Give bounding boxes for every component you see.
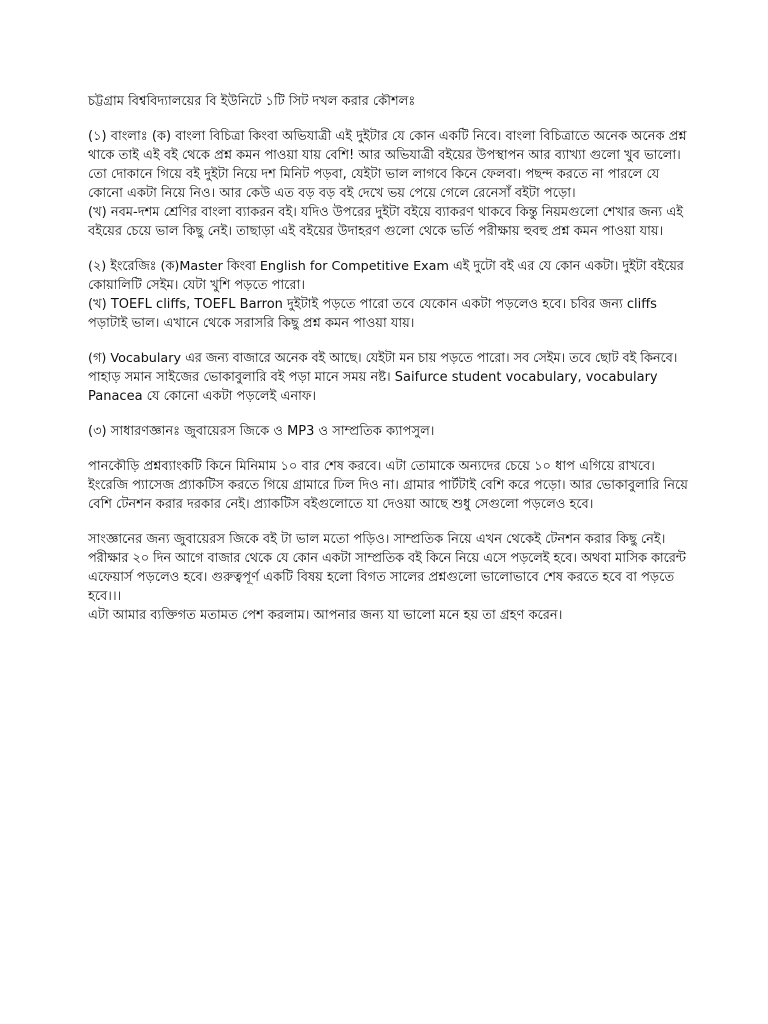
text-line: হবে।।।: [88, 589, 122, 604]
text-line: তো দোকানে গিয়ে বই দুইটা নিয়ে দশ মিনিট পড়বা, যেইটা ভাল লাগবে কিনে ফেলবা। পছন্দ করতে না পারলে যে: [88, 167, 660, 182]
text-line: এফেয়ার্স পড়লেও হবে। গুরুত্বপূর্ণ একটি বিষয় হলো বিগত সালের প্রশ্নগুলো ভালোভাবে শেষ করতে হবে বা পড়তে: [88, 570, 675, 585]
text-line: কোনো একটা নিয়ে নিও। আর কেউ এত বড় বড় বই দেখে ভয় পেয়ে গেলে রেনেসাঁ বইটা পড়ো।: [88, 186, 576, 201]
text-line: বেশি টেনশন করার দরকার নেই। প্র্যাকটিস বইগুলোতে যা দেওয়া আছে শুধু সেগুলো পড়লেও হবে।: [88, 497, 594, 512]
section-conclusion: [88, 530, 688, 625]
text-line: (গ) Vocabulary এর জন্য বাজারে অনেক বই আছে। যেইটা মন চায় পড়তে পারো। সব সেইম। তবে ছোট বই কিনবে।: [88, 351, 678, 366]
text-line: বইয়ের চেয়ে ভাল কিছু নেই। তাছাড়া এই বইয়ের উদাহরণ গুলো থেকে ভর্তি পরীক্ষায় হুবহু প্রশ্ন কমন পাওয়া যায়।: [88, 224, 664, 239]
text-line: Panacea যে কোনো একটা পড়লেই এনাফ।: [88, 389, 317, 404]
section-question-bank: [88, 457, 688, 514]
text-line: এটা আমার ব্যক্তিগত মতামত পেশ করলাম। আপনার জন্য যা ভালো মনে হয় তা গ্রহণ করেন।: [88, 608, 563, 623]
document-title: চট্টগ্রাম বিশ্ববিদ্যালয়ের বি ইউনিটে ১টি সিট দখল করার কৌশলঃ: [88, 94, 416, 109]
text-line: (খ) নবম-দশম শ্রেণির বাংলা ব্যাকরন বই। যদিও উপরের দুইটা বইয়ে ব্যাকরণ থাকবে কিন্তু নিয়মগুলো শেখার জন্য এই: [88, 205, 683, 220]
text-line: পড়াটাই ভাল। এখানে থেকে সরাসরি কিছু প্রশ্ন কমন পাওয়া যায়।: [88, 316, 415, 331]
text-line: (৩) সাধারণজ্ঞানঃ জুবায়েরস জিকে ও MP3 ও সাম্প্রতিক ক্যাপসুল।: [88, 424, 435, 439]
paragraph-gap: [88, 111, 688, 127]
section-vocabulary: [88, 349, 688, 406]
section-bangla: [88, 127, 688, 241]
text-line: পরীক্ষার ২০ দিন আগে বাজার থেকে যে কোন একটা সাম্প্রতিক বই কিনে নিয়ে এসে পড়লেই হবে। অথবা মাসিক কারেন্ট: [88, 551, 686, 566]
section-english: [88, 257, 688, 333]
text-line: পানকৌড়ি প্রশ্নব্যাংকটি কিনে মিনিমাম ১০ বার শেষ করবে। এটা তোমাকে অন্যদের চেয়ে ১০ ধাপ এগিয়ে রাখবে।: [88, 459, 655, 474]
paragraph-gap: [88, 514, 688, 530]
text-line: (১) বাংলাঃ (ক) বাংলা বিচিত্রা কিংবা অভিযাত্রী এই দুইটার যে কোন একটি নিবে। বাংলা বিচিত্রাতে অনেক অনেক প্রশ্ন: [88, 129, 687, 144]
text-line: কোয়ালিটি সেইম। যেটা খুশি পড়তে পারো।: [88, 278, 305, 293]
paragraph-gap: [88, 241, 688, 257]
paragraph-gap: [88, 406, 688, 422]
text-line: (খ) TOEFL cliffs, TOEFL Barron দুইটাই পড়তে পারো তবে যেকোন একটা পড়লেও হবে। চবির জন্য cliffs: [88, 297, 657, 312]
paragraph-gap: [88, 441, 688, 457]
text-line: পাহাড় সমান সাইজের ভোকাবুলারি বই পড়া মানে সময় নষ্ট। Saifurce student vocabulary, vocabulary: [88, 370, 658, 385]
text-line: ইংরেজি প্যাসেজ প্র্যাকটিস করতে গিয়ে গ্রামারে ঢিল দিও না। গ্রামার পার্টটাই বেশি করে পড়ো। আর ভোকাবুলারি নিয়ে: [88, 478, 688, 493]
section-general-knowledge: [88, 422, 688, 441]
paragraph-gap: [88, 333, 688, 349]
text-line: থাকে তাই এই বই থেকে প্রশ্ন কমন পাওয়া যায় বেশি! আর অভিযাত্রী বইয়ের উপস্থাপন আর ব্যাখ্যা গুলো খুব ভালো।: [88, 148, 681, 163]
text-line: সাংজ্ঞানের জন্য জুবায়েরস জিকে বই টা ভাল মতো পড়িও। সাম্প্রতিক নিয়ে এখন থেকেই টেনশন করার কিছু নেই।: [88, 532, 666, 547]
document-body: [88, 92, 688, 625]
text-line: (২) ইংরেজিঃ (ক)Master কিংবা English for Competitive Exam এই দুটো বই এর যে কোন একটা। দুইটা বইয়ের: [88, 259, 684, 274]
